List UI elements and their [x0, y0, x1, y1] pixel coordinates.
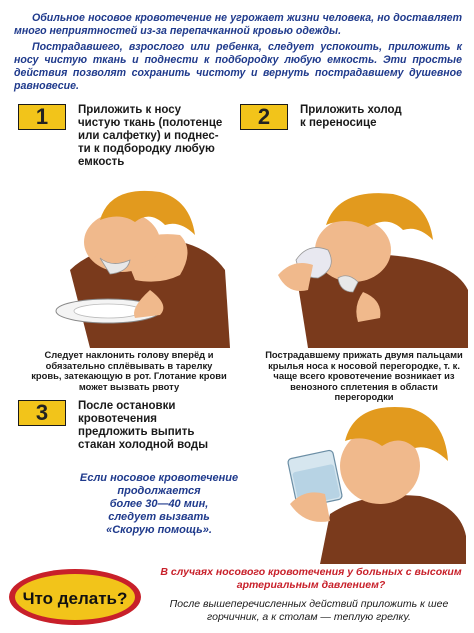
step-2	[240, 104, 402, 164]
what-to-do-badge	[6, 566, 144, 628]
boy-over-plate-illustration	[30, 180, 230, 348]
intro-text	[14, 12, 462, 93]
step-3-text: После остановки кровотечения предложить выпить стакан холодной воды	[78, 400, 209, 451]
ambulance-note: Если носовое кровотечение продолжается более 30—40 мин, следует вызвать «Скорую помощь».	[79, 472, 239, 536]
step-2-number: 2	[240, 104, 288, 130]
step-3-number: 3	[18, 400, 66, 426]
hypertension-question: В случаях носового кровотечения у больных с высоким артериальным давлением?	[160, 566, 462, 591]
boy-cold-compress-illustration	[268, 180, 468, 348]
step-1-text: Приложить к носу чистую ткань (полотенце или салфетку) и поднес- ти к подбородку любую емкость	[78, 104, 223, 168]
step-1-number: 1	[18, 104, 66, 130]
hypertension-advice: После вышеперечисленных действий приложить к шее горчичник, а к столам — теплую грелку.	[169, 598, 449, 623]
step-1	[18, 104, 223, 168]
caption-step-2: Пострадавшему прижать двумя пальцами крылья носа к носовой перегородке, т. к. чаще всего кровотечение возникает из венозного сплетения в области перегородки	[265, 349, 463, 402]
intro-paragraph-1: Обильное носовое кровотечение не угрожает жизни человека, но доставляет много неприятностей из-за перепачканной кровью одежды.	[14, 12, 462, 37]
step-3	[18, 400, 208, 460]
step-2-text: Приложить холод к переносице	[300, 104, 402, 129]
intro-paragraph-2: Пострадавшего, взрослого или ребенка, следует успокоить, приложить к носу чистую ткань и поднести к подбородку любую емкость. Эти простые действия позволят сохранить чистоту и вернуть пострадавшему душевное равновесие.	[14, 41, 462, 92]
caption-step-1: Следует наклонить голову вперёд и обязательно сплёвывать в тарелку кровь, затекающую в рот. Глотание крови может вызвать рвоту	[31, 349, 227, 392]
boy-drinking-water-illustration	[270, 396, 466, 564]
badge-label: Что делать?	[22, 589, 128, 608]
